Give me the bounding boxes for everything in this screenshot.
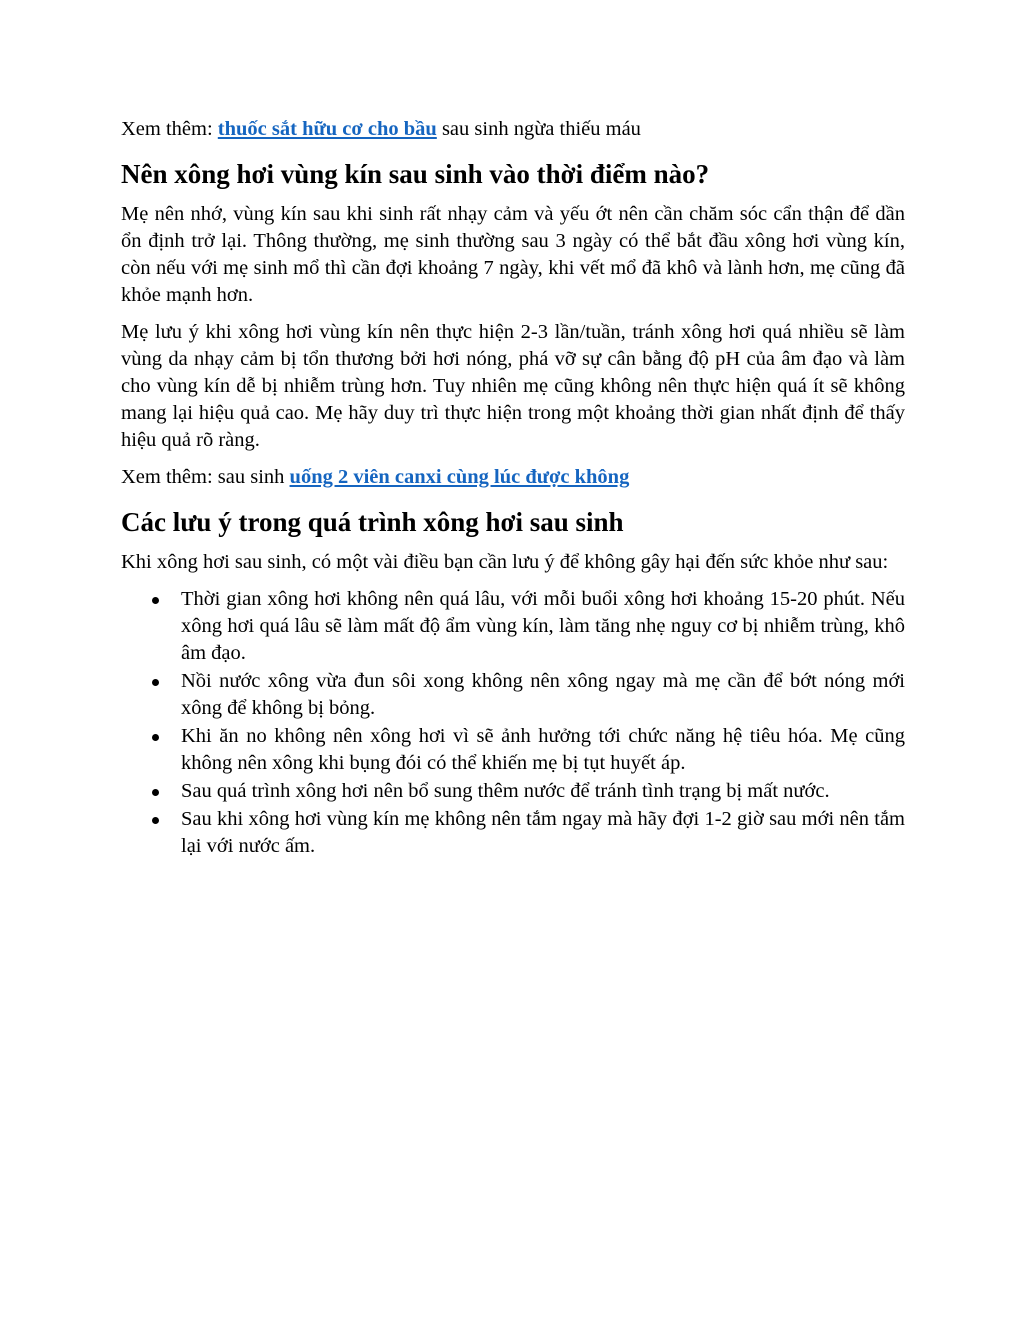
list-item xyxy=(121,668,905,722)
see-more-prefix: Xem thêm: xyxy=(121,118,218,140)
list-item xyxy=(121,723,905,777)
document-page xyxy=(121,116,905,861)
list-item-text: Sau quá trình xông hơi nên bổ sung thêm nước để tránh tình trạng bị mất nước. xyxy=(181,780,830,802)
bullet-icon xyxy=(152,817,159,824)
section-heading-notes: Các lưu ý trong quá trình xông hơi sau sinh xyxy=(121,507,624,537)
list-item xyxy=(121,586,905,667)
see-more-link-iron-supplement[interactable]: thuốc sắt hữu cơ cho bầu xyxy=(217,118,437,140)
intro-paragraph: Khi xông hơi sau sinh, có một vài điều bạn cần lưu ý để không gây hại đến sức khỏe như sau: xyxy=(121,551,889,573)
bullet-icon xyxy=(152,734,159,741)
paragraph: Mẹ lưu ý khi xông hơi vùng kín nên thực hiện 2-3 lần/tuần, tránh xông hơi quá nhiều sẽ làm vùng da nhạy cảm bị tổn thương bởi hơi nóng, phá vỡ sự cân bằng độ pH của âm đạo và làm cho vùng kín dễ bị nhiễm trùng hơn. Tuy nhiên mẹ cũng không nên thực hiện quá ít sẽ không mang lại hiệu quả cao. Mẹ hãy duy trì thực hiện trong một khoảng thời gian nhất định để thấy hiệu quả rõ ràng. xyxy=(121,321,905,451)
list-item xyxy=(121,778,905,805)
list-item-text: Thời gian xông hơi không nên quá lâu, với mỗi buổi xông hơi khoảng 15-20 phút. Nếu xông hơi quá lâu sẽ làm mất độ ẩm vùng kín, làm tăng nhẹ nguy cơ bị nhiễm trùng, khô âm đạo. xyxy=(181,588,905,664)
see-more-suffix: sau sinh ngừa thiếu máu xyxy=(436,118,641,140)
bullet-icon xyxy=(152,679,159,686)
see-more-link-calcium[interactable]: uống 2 viên canxi cùng lúc được không xyxy=(289,466,630,488)
bullet-icon xyxy=(152,789,159,796)
section-heading-when-to-steam: Nên xông hơi vùng kín sau sinh vào thời điểm nào? xyxy=(121,159,710,189)
list-item-text: Sau khi xông hơi vùng kín mẹ không nên tắm ngay mà hãy đợi 1-2 giờ sau mới nên tắm lại với nước ấm. xyxy=(181,808,905,857)
see-more-line-1 xyxy=(121,116,905,143)
notes-list xyxy=(121,586,905,860)
bullet-icon xyxy=(152,597,159,604)
see-more-prefix: Xem thêm: sau sinh xyxy=(121,466,290,488)
list-item-text: Nồi nước xông vừa đun sôi xong không nên xông ngay mà mẹ cần để bớt nóng mới xông để không bị bỏng. xyxy=(181,670,905,719)
paragraph: Mẹ nên nhớ, vùng kín sau khi sinh rất nhạy cảm và yếu ớt nên cần chăm sóc cẩn thận để dần ổn định trở lại. Thông thường, mẹ sinh thường sau 3 ngày có thể bắt đầu xông hơi vùng kín, còn nếu với mẹ sinh mổ thì cần đợi khoảng 7 ngày, khi vết mổ đã khô và lành hơn, mẹ cũng đã khỏe mạnh hơn. xyxy=(121,203,905,306)
list-item xyxy=(121,806,905,860)
list-item-text: Khi ăn no không nên xông hơi vì sẽ ảnh hưởng tới chức năng hệ tiêu hóa. Mẹ cũng không nên xông khi bụng đói có thể khiến mẹ bị tụt huyết áp. xyxy=(181,725,905,774)
see-more-line-2 xyxy=(121,464,905,491)
